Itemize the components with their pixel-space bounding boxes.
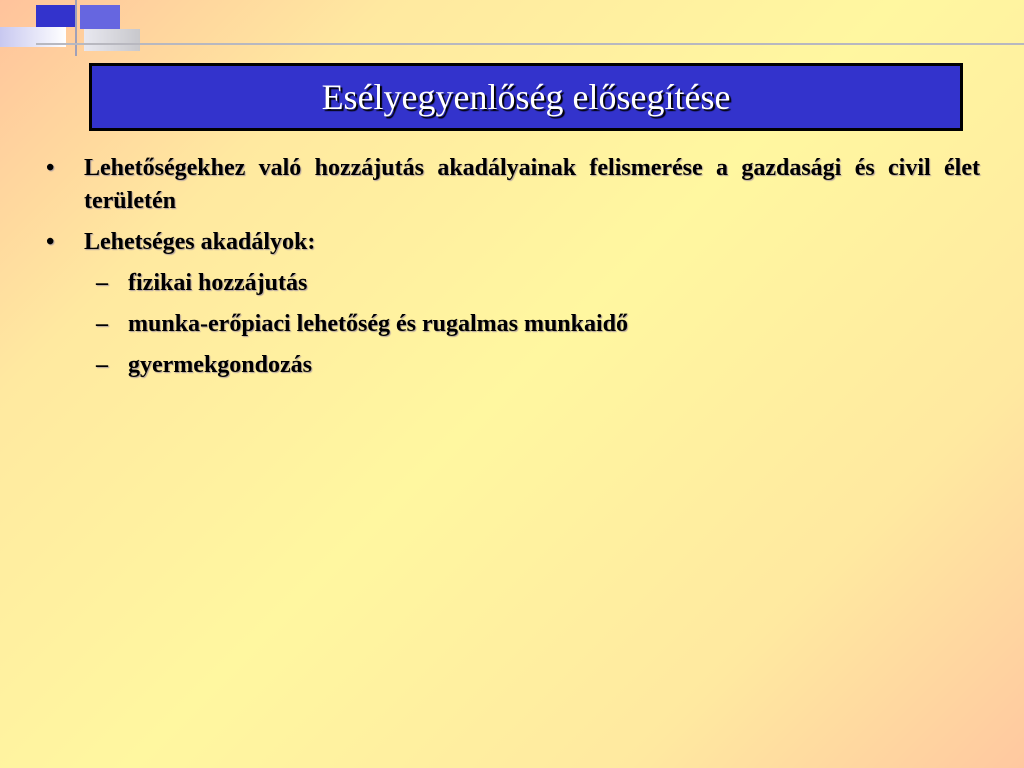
sub-bullet-item (40, 308, 980, 341)
title-box (89, 63, 963, 131)
sub-bullet-text: gyermekgondozás (128, 352, 312, 378)
sub-bullet-text: fizikai hozzájutás (128, 270, 308, 296)
sub-bullet-text: munka-erőpiaci lehetőség és rugalmas munkaidő (128, 311, 629, 337)
sub-bullet-marker: – (96, 270, 108, 296)
sub-bullet-item (40, 349, 980, 382)
slide-content (40, 152, 980, 390)
bullet-text: Lehetséges akadályok: (84, 229, 316, 255)
sub-bullet-item (40, 267, 980, 300)
bullet-item (40, 152, 980, 218)
bullet-marker: • (46, 229, 55, 255)
decorative-vertical-line (75, 0, 77, 56)
bullet-item (40, 226, 980, 259)
decorative-square-grey (84, 29, 140, 51)
sub-bullet-marker: – (96, 311, 108, 337)
sub-bullet-marker: – (96, 352, 108, 378)
bullet-text: Lehetőségekhez való hozzájutás akadályainak felismerése a gazdasági és civil élet területén (84, 155, 980, 214)
bullet-marker: • (46, 155, 55, 181)
decorative-square-light-blue (80, 5, 120, 29)
slide-title: Esélyegyenlőség elősegítése (321, 77, 731, 117)
decorative-square-blue (36, 5, 76, 27)
decorative-horizontal-line (36, 43, 1024, 45)
